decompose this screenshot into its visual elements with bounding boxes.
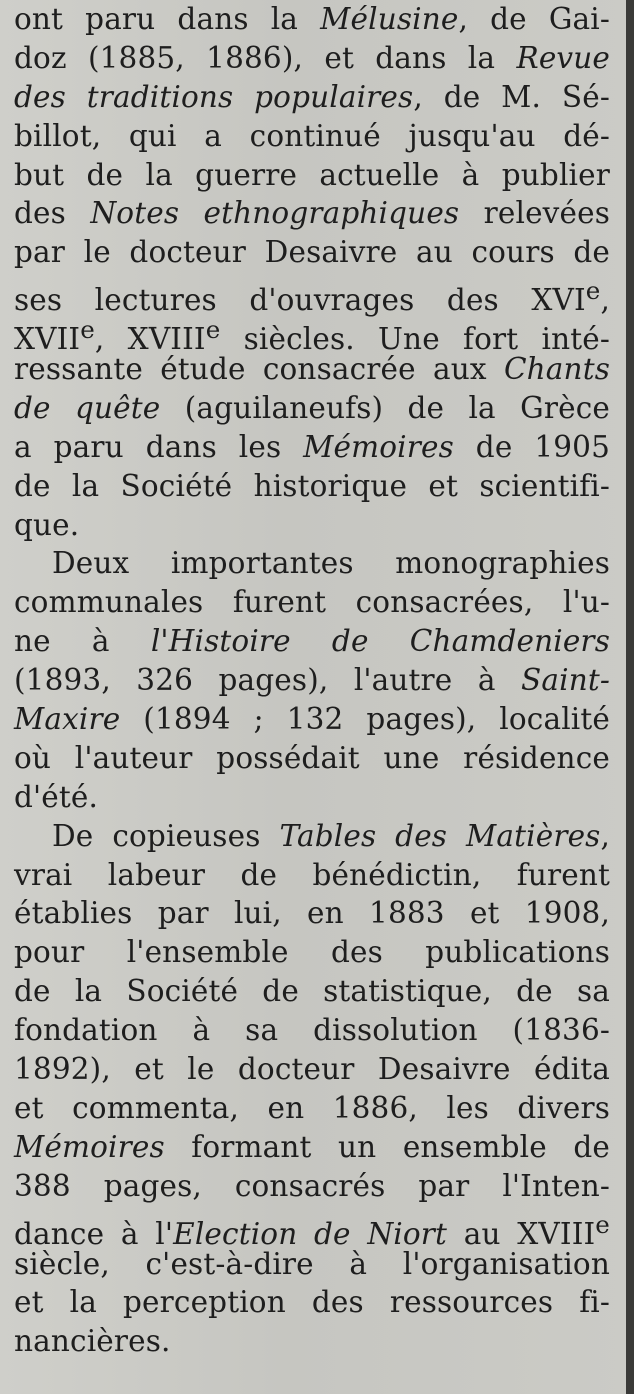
text-line: Mémoires formant un ensemble de xyxy=(14,1129,610,1164)
text-line: de la Société de statistique, de sa xyxy=(14,974,610,1009)
paragraph xyxy=(14,0,610,544)
paragraph xyxy=(14,817,610,1361)
text-line: et commenta, en 1886, les divers xyxy=(14,1090,610,1125)
text-line: Deux importantes monographies xyxy=(52,546,610,581)
text-line: Maxire (1894 ; 132 pages), localité xyxy=(14,702,610,737)
text-line: ressante étude consacrée aux Chants xyxy=(14,352,610,387)
text-line: des Notes ethnographiques relevées xyxy=(14,196,610,231)
text-line: a paru dans les Mémoires de 1905 xyxy=(14,429,611,464)
text-line: 388 pages, consacrés par l'Inten- xyxy=(14,1168,610,1203)
text-line: XVIIe, XVIIIe siècles. Une fort inté- xyxy=(14,315,610,356)
text-line: dance à l'Election de Niort au XVIIIe xyxy=(14,1209,610,1251)
text-line: nancières. xyxy=(14,1324,171,1359)
text-line: 1892), et le docteur Desaivre édita xyxy=(14,1052,610,1087)
text-line: que. xyxy=(14,507,80,542)
text-line: d'été. xyxy=(14,779,99,814)
text-line: but de la guerre actuelle à publier xyxy=(14,157,610,192)
text-line: et la perception des ressources fi- xyxy=(14,1285,610,1320)
text-line: de la Société historique et scientifi- xyxy=(14,468,610,503)
text-line: communales furent consacrées, l'u- xyxy=(14,585,610,620)
text-line: (1893, 326 pages), l'autre à Saint- xyxy=(14,663,610,698)
text-line: De copieuses Tables des Matières, xyxy=(52,818,611,853)
text-line: établies par lui, en 1883 et 1908, xyxy=(14,896,610,931)
text-line: ne à l'Histoire de Chamdeniers xyxy=(14,624,610,659)
text-line: doz (1885, 1886), et dans la Revue xyxy=(14,40,610,75)
text-line: vrai labeur de bénédictin, furent xyxy=(14,857,610,892)
text-line: des traditions populaires, de M. Sé- xyxy=(14,79,610,114)
text-line: où l'auteur possédait une résidence xyxy=(14,740,610,775)
paragraph xyxy=(14,544,610,816)
text-line: siècle, c'est-à-dire à l'organisation xyxy=(14,1246,610,1281)
text-line: ont paru dans la Mélusine, de Gai- xyxy=(14,2,610,36)
text-line: pour l'ensemble des publications xyxy=(14,935,610,970)
text-line: billot, qui a continué jusqu'au dé- xyxy=(14,118,610,153)
text-line: de quête (aguilaneufs) de la Grèce xyxy=(14,390,610,425)
text-line: ses lectures d'ouvrages des XVIe, xyxy=(14,276,610,318)
page-edge xyxy=(626,0,634,1394)
text-line: par le docteur Desaivre au cours de xyxy=(14,235,610,270)
text-line: fondation à sa dissolution (1836- xyxy=(14,1013,610,1048)
text-column xyxy=(14,0,610,1361)
